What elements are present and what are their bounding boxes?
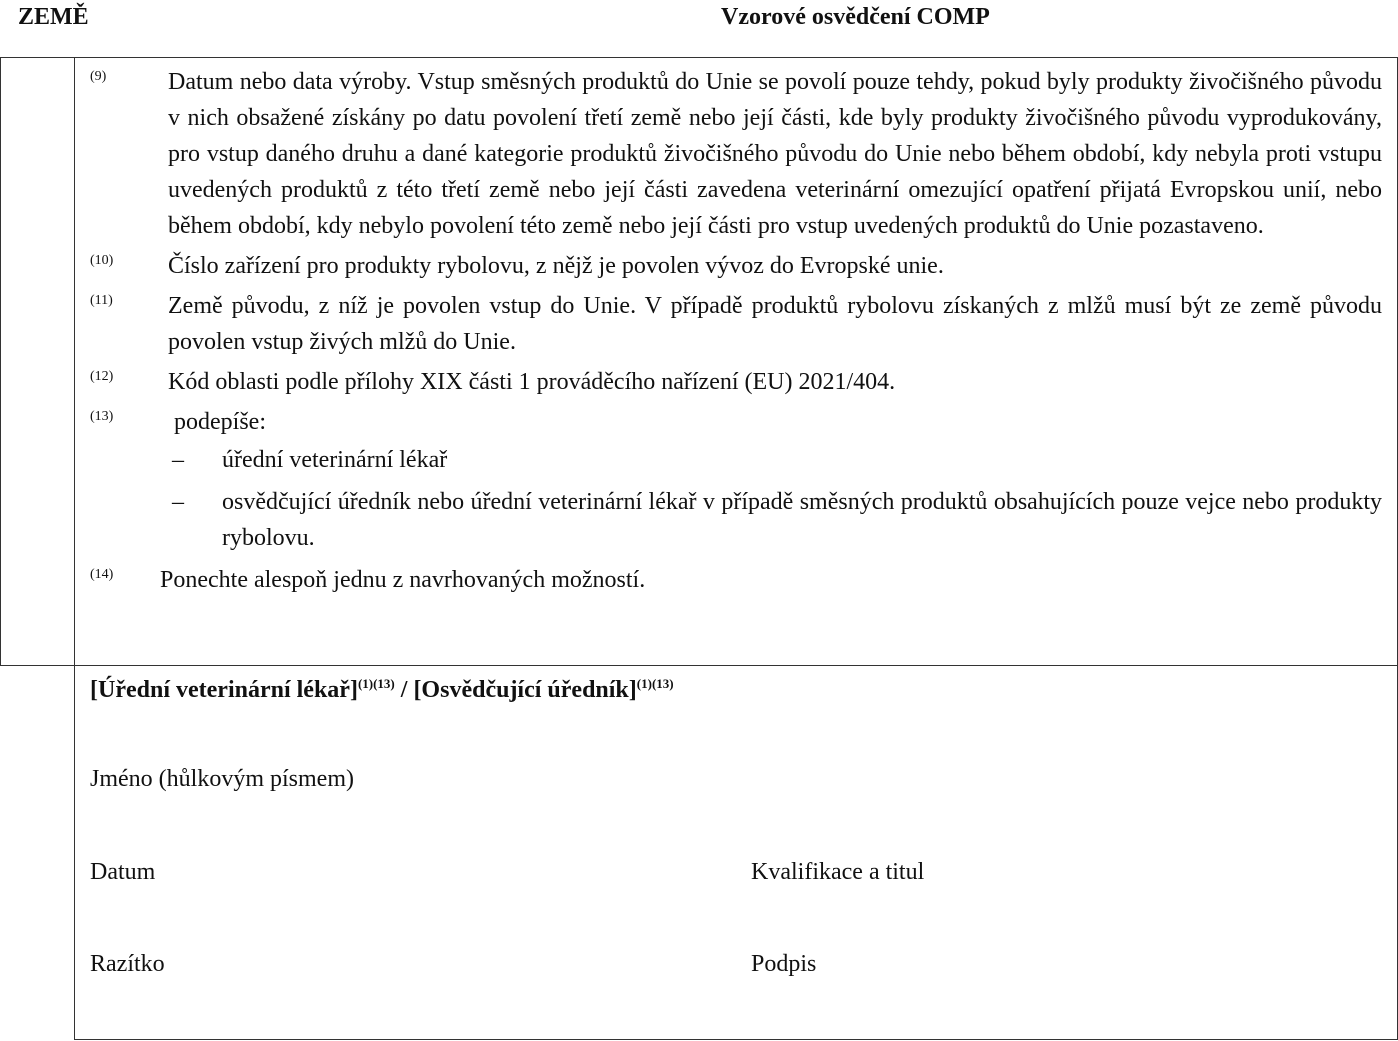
note-10 — [84, 248, 1382, 284]
vet-label: [Úřední veterinární lékař] — [90, 677, 358, 703]
heading-separator: / — [394, 677, 414, 703]
stamp-label: Razítko — [90, 951, 165, 977]
qualification-label: Kvalifikace a titul — [751, 859, 925, 885]
dash-marker: – — [172, 447, 184, 473]
signatory-heading — [90, 672, 674, 708]
notes-list — [84, 64, 1382, 602]
note-number: (10) — [90, 253, 114, 268]
signature-label: Podpis — [751, 951, 817, 977]
certificate-title: Vzorové osvědčení COMP — [721, 4, 990, 30]
note-text: Číslo zařízení pro produkty rybolovu, z nějž je povolen vývoz do Evropské unie. — [168, 253, 944, 279]
note-text: Ponechte alespoň jednu z navrhovaných možností. — [160, 567, 646, 593]
note-text: Datum nebo data výroby. Vstup směsných produktů do Unie se povolí pouze tehdy, pokud byly produkty živočišného původu v nich obsažené získány po datu povolení třetí země nebo její části, kde byly produkty živočišného původu vyprodukovány, pro vstup daného druhu a dané kategorie produktů živočišného původu do Unie nebo během období, kdy nebyla proti vstupu uvedených produktů z této třetí země nebo její části zavedena veterinární omezující opatření přijatá Evropskou unií, nebo během období, kdy nebylo povolení této země nebo její části pro vstup uvedených produktů do Unie pozastaveno. — [168, 69, 1382, 239]
note-number: (12) — [90, 369, 114, 384]
note-13 — [84, 404, 1382, 440]
note-11 — [84, 288, 1382, 360]
vet-footnote-refs: (1)(13) — [357, 676, 395, 691]
note-14 — [84, 562, 1382, 598]
bullet-text: úřední veterinární lékař — [222, 447, 448, 473]
note-text: Kód oblasti podle přílohy XIX části 1 prováděcího nařízení (EU) 2021/404. — [168, 369, 896, 395]
signature-box — [74, 664, 1398, 1040]
officer-label: [Osvědčující úředník] — [413, 677, 637, 703]
note-text: podepíše: — [174, 409, 266, 435]
note-number: (9) — [90, 69, 107, 84]
note-text: Země původu, z níž je povolen vstup do Unie. V případě produktů rybolovu získaných z mlžů musí být ze země původu povolen vstup živých mlžů do Unie. — [168, 293, 1382, 355]
note-13-bullet — [168, 442, 1382, 478]
country-heading: ZEMĚ — [18, 4, 89, 30]
bullet-text: osvědčující úředník nebo úřední veterinární lékař v případě směsných produktů obsahujících pouze vejce nebo produkty rybolovu. — [222, 489, 1382, 551]
note-number: (13) — [90, 409, 114, 424]
officer-footnote-refs: (1)(13) — [636, 676, 674, 691]
date-label: Datum — [90, 859, 156, 885]
note-number: (14) — [90, 567, 114, 582]
note-12 — [84, 364, 1382, 400]
notes-column-divider — [74, 57, 75, 666]
note-13-bullet — [168, 484, 1382, 556]
note-number: (11) — [90, 293, 113, 308]
name-label: Jméno (hůlkovým písmem) — [90, 766, 354, 792]
dash-marker: – — [172, 489, 184, 515]
note-9 — [84, 64, 1382, 244]
